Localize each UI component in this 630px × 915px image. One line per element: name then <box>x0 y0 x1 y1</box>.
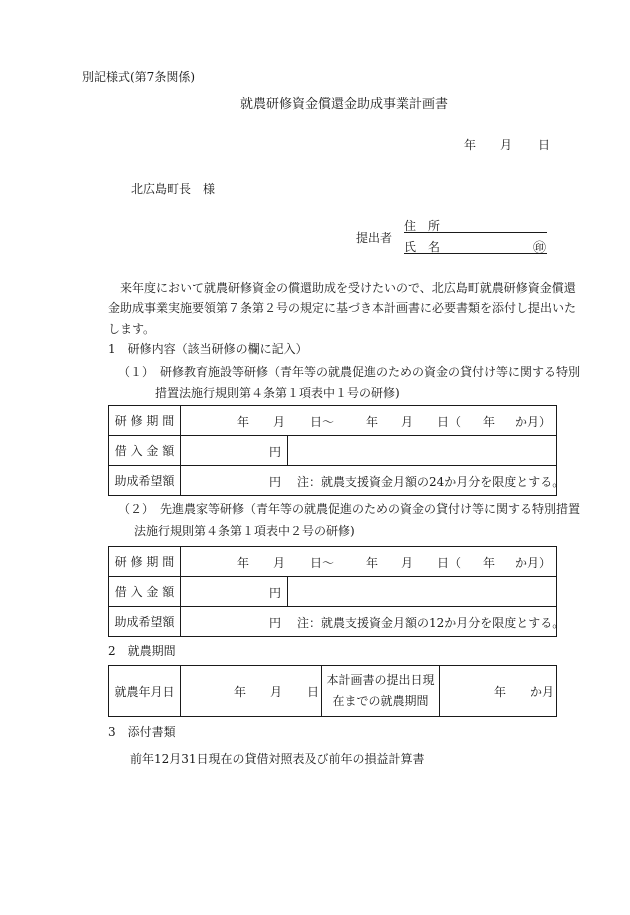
table-row <box>109 577 557 607</box>
table-farming-period <box>108 665 557 717</box>
loan-label: 借 入 金 額 <box>109 436 181 466</box>
unit-year: 年 <box>366 415 379 429</box>
section1-heading: 1 研修内容（該当研修の欄に記入） <box>108 342 308 356</box>
subsidy-label: 助成希望額 <box>109 466 181 496</box>
attachment-item: 前年12月31日現在の貸借対照表及び前年の損益計算書 <box>130 752 425 766</box>
period-label: 研 修 期 間 <box>109 406 181 436</box>
document-title: 就農研修資金償還金助成事業計画書 <box>240 97 449 112</box>
table-advanced-farmer <box>108 546 565 637</box>
unit-year: 年 <box>237 556 250 570</box>
unit-day-open: 日（ <box>437 415 462 429</box>
unit-yen: 円 <box>269 586 282 600</box>
farming-period-label <box>322 666 440 717</box>
subsidy-label: 助成希望額 <box>109 607 181 637</box>
unit-year: 年 <box>366 556 379 570</box>
name-underline <box>404 253 547 254</box>
farming-start-value-cell[interactable] <box>181 666 322 717</box>
unit-month: 月 <box>270 685 283 699</box>
table-row <box>109 436 557 466</box>
unit-yen: 円 <box>269 445 282 459</box>
name-label: 氏 名 <box>404 240 441 254</box>
table-row <box>109 406 557 436</box>
section1-sub1-line1: （１） 研修教育施設等研修（青年等の就農促進のための資金の貸付け等に関する特別 <box>118 365 581 379</box>
section3-heading: 3 添付書類 <box>108 725 176 739</box>
section2-heading: 2 就農期間 <box>108 644 176 658</box>
unit-year: 年 <box>483 415 496 429</box>
loan-value-cell[interactable] <box>181 436 288 466</box>
date-day-label: 日 <box>538 138 551 152</box>
loan-blank-cell <box>288 577 557 607</box>
section1-sub2-line1: （２） 先進農家等研修（青年等の就農促進のための資金の貸付け等に関する特別措置 <box>118 502 581 516</box>
form-label: 別記様式(第7条関係) <box>82 70 195 84</box>
unit-month: 月 <box>401 556 414 570</box>
table-training-facility <box>108 405 565 496</box>
farming-period-value-cell[interactable] <box>440 666 557 717</box>
date-month-label: 月 <box>500 138 513 152</box>
unit-months: か月 <box>530 685 555 699</box>
address-label: 住 所 <box>404 219 441 233</box>
unit-day-from: 日～ <box>310 556 335 570</box>
intro-line-3: します。 <box>108 322 156 336</box>
unit-yen: 円 <box>269 475 282 489</box>
seal-mark: ㊞ <box>533 241 547 256</box>
unit-year: 年 <box>237 415 250 429</box>
section1-sub1-line2: 措置法施行規則第４条第１項表中１号の研修) <box>155 386 400 400</box>
subsidy-value-cell[interactable] <box>181 466 565 496</box>
unit-months-close: か月） <box>515 415 552 429</box>
table-row <box>109 607 557 637</box>
period-value-cell[interactable] <box>181 406 557 436</box>
intro-line-1: 来年度において就農研修資金の償還助成を受けたいので、北広島町就農研修資金償還 <box>120 281 576 295</box>
subsidy-note: 注：就農支援資金月額の12か月分を限度とする。 <box>297 616 565 630</box>
unit-year: 年 <box>234 685 247 699</box>
unit-year: 年 <box>483 556 496 570</box>
address-underline <box>404 232 547 233</box>
unit-day-from: 日～ <box>310 415 335 429</box>
loan-blank-cell <box>288 436 557 466</box>
loan-label: 借 入 金 額 <box>109 577 181 607</box>
loan-value-cell[interactable] <box>181 577 288 607</box>
unit-year: 年 <box>494 685 507 699</box>
farming-period-label-line1: 本計画書の提出日現 <box>326 673 435 687</box>
unit-day-open: 日（ <box>437 556 462 570</box>
subsidy-note: 注：就農支援資金月額の24か月分を限度とする。 <box>297 475 565 489</box>
table-row <box>109 666 557 717</box>
subsidy-value-cell[interactable] <box>181 607 565 637</box>
farming-period-label-line2: 在までの就農期間 <box>332 694 429 708</box>
period-label: 研 修 期 間 <box>109 547 181 577</box>
intro-line-2: 金助成事業実施要領第７条第２号の規定に基づき本計画書に必要書類を添付し提出いた <box>108 301 577 315</box>
section1-sub2-line2: 法施行規則第４条第１項表中２号の研修) <box>134 524 355 538</box>
unit-day: 日 <box>307 685 320 699</box>
unit-yen: 円 <box>269 616 282 630</box>
unit-months-close: か月） <box>515 556 552 570</box>
unit-month: 月 <box>273 556 286 570</box>
addressee: 北広島町長 様 <box>131 182 216 196</box>
unit-month: 月 <box>401 415 414 429</box>
date-year-label: 年 <box>464 138 477 152</box>
submitter-label: 提出者 <box>356 231 393 245</box>
period-value-cell[interactable] <box>181 547 557 577</box>
unit-month: 月 <box>273 415 286 429</box>
table-row <box>109 547 557 577</box>
table-row <box>109 466 557 496</box>
farming-start-label: 就農年月日 <box>109 666 181 717</box>
